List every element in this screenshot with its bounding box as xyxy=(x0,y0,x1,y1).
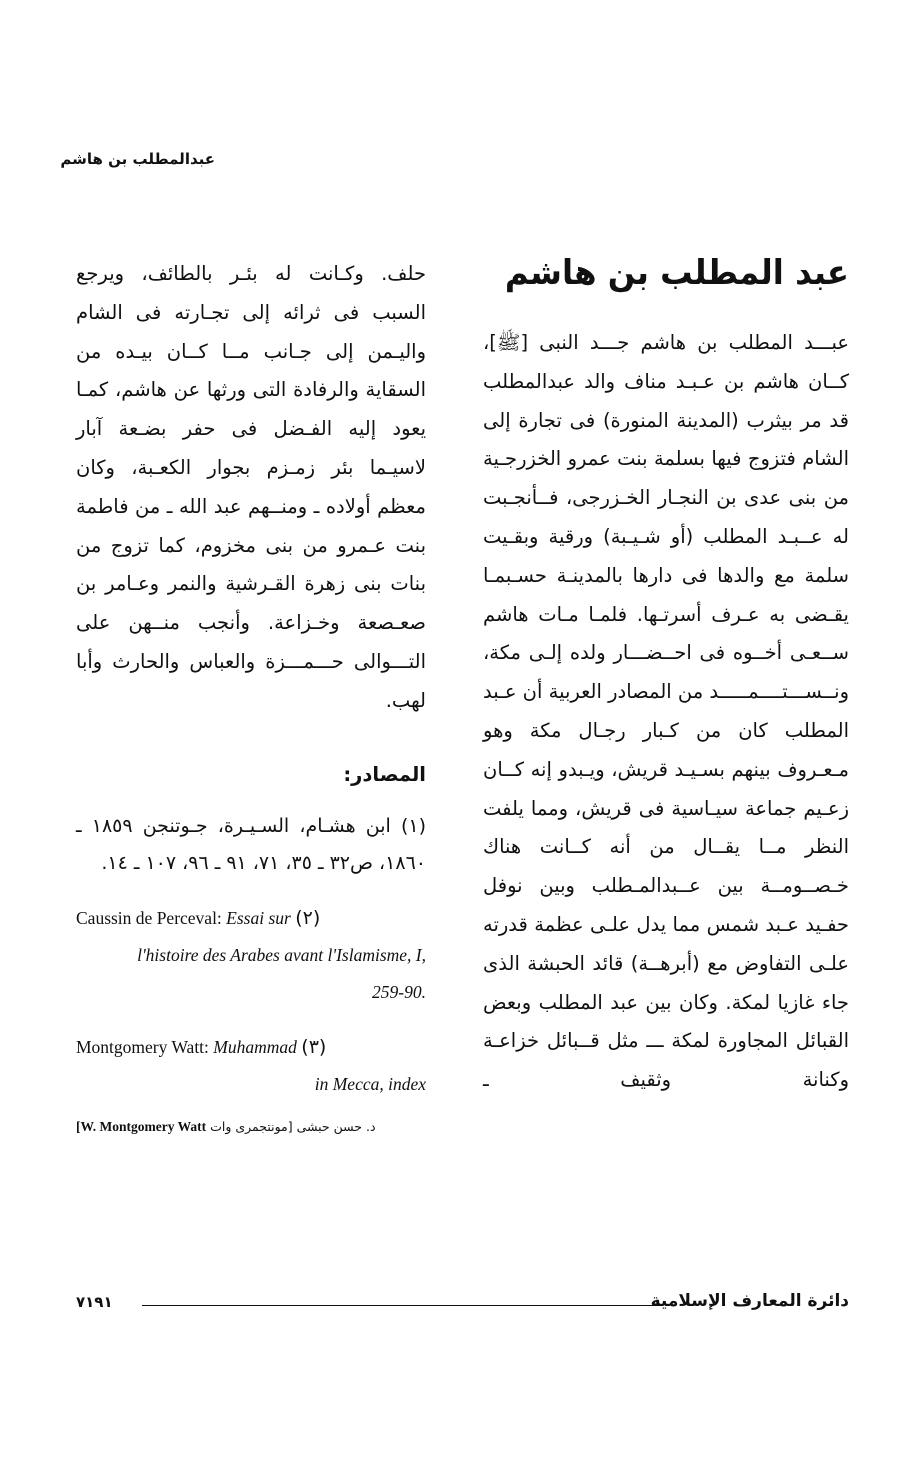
page-footer xyxy=(76,1291,849,1321)
footer-title: دائرة المعارف الإسلامية xyxy=(650,1291,849,1311)
reference-3-title-a: Muhammad xyxy=(213,1036,297,1057)
page-number: ٧١٩١ xyxy=(76,1293,113,1311)
reference-1: (١) ابن هشـام، السـيـرة، جـوتنجن ١٨٥٩ ـ ١٨٦٠، ص٣٢ ـ ٣٥، ٧١، ٩١ ـ ٩٦، ١٠٧ ـ ١٤. xyxy=(76,814,426,874)
reference-2 xyxy=(76,900,426,1011)
reference-3-author: Montgomery Watt: xyxy=(76,1036,209,1057)
running-header: عبدالمطلب بن هاشم xyxy=(60,150,215,168)
reference-2-pages: 259-90. xyxy=(372,981,426,1002)
article-body: عبـــد المطلب بن هاشم جـــد النبى [ﷺ]، كــان هاشم بن عـبـد مناف والد عبدالمطلب قد مر بيثرب (المدينة المنورة) فى تجارة إلى الشام فتزوج فيها بسلمة بنت عمرو الخزرجـية من بنى عدى بن النجـار الخـزرجى، فــأنجـبت له عــبـد المطلب (أو شـيـبة) ورقية وبقـيت سلمة مع والدها فى دارها بالمدينـة حسـبمـا يقـضى به عـرف أسرتـها. فلمـا مـات هاشم ســعـى أخــوه فى احــضـــار ولده إلـى مكة، ونــســـتــــمـــــد من المصادر العربية أن عـبد المطلب كان من كـبار رجـال مكة وهو مـعـروف بينهم بسـيـد قريش، ويـبدو إنه كــان زعـيم جماعة سيـاسية فى قريش، ومما يلفت النظر مــا يقــال من أنه كــانت هناك خـصــومــة بين عــبدالمـطلب وبين نوفل حفـيد عـبد شمس مما يدل علـى عظمة قدرته علـى التفاوض مع (أبرهــة) قائد الحبشة الذى جاء غازيا لمكة. وكان بين عبد المطلب وبعض القبائل المجاورة لمكة ـــ مثل قــبائل خزاعـة وكنانة وثقيف ـ xyxy=(483,331,849,1092)
reference-2-title-a: Essai sur xyxy=(226,907,291,928)
author-credit xyxy=(76,1119,426,1135)
article-column-right xyxy=(483,250,849,1100)
reference-3-title-b: in Mecca, index xyxy=(314,1073,426,1094)
author-credit-latin: [W. Montgomery Watt xyxy=(76,1118,207,1134)
reference-2-title-b: l'histoire des Arabes avant l'Islamisme, I, xyxy=(137,944,426,965)
sources-heading: المصادر: xyxy=(343,762,426,786)
reference-3-number: (٣) xyxy=(301,1035,327,1058)
article-column-left xyxy=(76,255,426,1135)
reference-3 xyxy=(76,1029,426,1103)
reference-2-number: (٢) xyxy=(295,906,321,929)
article-title: عبد المطلب بن هاشم xyxy=(504,253,849,293)
reference-2-author: Caussin de Perceval: xyxy=(76,907,222,928)
article-body-continued: حلف. وكـانت له بئـر بالطائف، ويرجع السبب فى ثرائه إلى تجـارته فى الشام واليـمن إلى جـانب مــا كــان بيـده من السقاية والرفادة التى ورثها عن هاشم، كمـا يعود إليه الفـضل فى حفر بضـعة آبار لاسيـما بئر زمـزم بجوار الكعـبة، وكان معظم أولاده ـ ومنــهم عبد الله ـ من فاطمة بنت عـمرو من بنى مخزوم، كما تزوج من بنات بنى زهرة القـرشية والنمر وعـامر بن صعـصعة وخـزاعة. وأنجب منــهن على التـــوالى حـــمـــزة والعباس والحارث وأبا لهب. xyxy=(76,262,426,712)
author-credit-arabic: د. حسن حبشى [مونتجمرى وات xyxy=(210,1118,376,1134)
footer-rule xyxy=(142,1305,659,1306)
